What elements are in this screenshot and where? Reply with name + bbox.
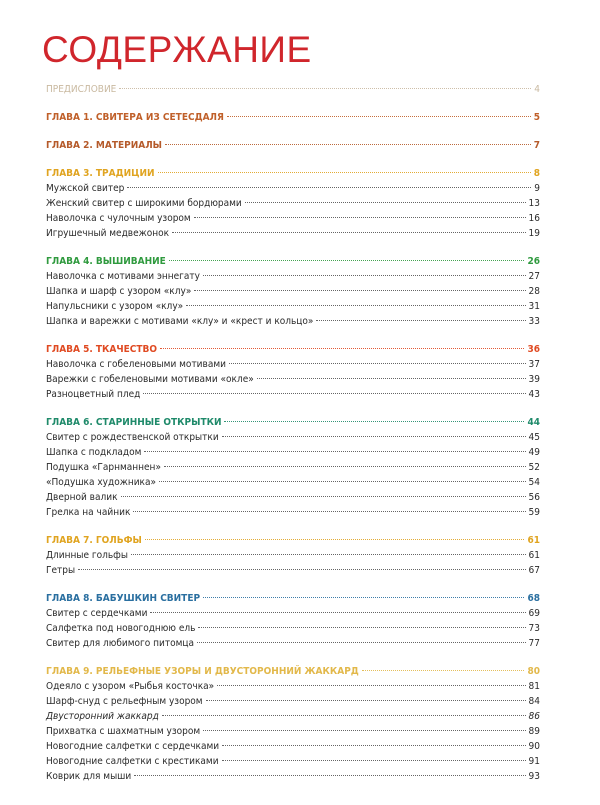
toc-entry-label: Прихватка с шахматным узором [46,726,201,737]
dot-leader [203,274,526,276]
toc-chapter-row[interactable] [46,591,540,606]
dot-leader [194,216,526,218]
toc-entry-label: Разноцветный плед [46,389,141,400]
toc-item-row[interactable] [46,739,540,754]
toc-page-number: 54 [528,477,540,488]
toc-chapter-row[interactable] [46,138,540,153]
toc-page-number: 13 [528,198,540,209]
dot-leader [169,259,525,261]
table-of-contents [46,82,540,784]
toc-item-row[interactable] [46,490,540,505]
toc-entry-label: Новогодние салфетки с сердечками [46,741,220,752]
toc-entry-label: «Подушка художника» [46,477,157,488]
toc-chapter-row[interactable] [46,533,540,548]
toc-page-number: 39 [528,374,540,385]
dot-leader [160,347,524,349]
toc-item-row[interactable] [46,460,540,475]
toc-page-number: 67 [528,565,540,576]
toc-item-row[interactable] [46,211,540,226]
dot-leader [159,480,526,482]
toc-page-number: 90 [528,741,540,752]
toc-page-number: 91 [528,756,540,767]
dot-leader [224,420,524,422]
toc-page-number: 8 [533,168,540,179]
toc-page-number: 16 [528,213,540,224]
toc-page-number: 44 [527,417,540,428]
toc-page-number: 7 [533,140,540,151]
toc-entry-label: Мужской свитер [46,183,125,194]
toc-entry-label: Гетры [46,565,76,576]
toc-entry-label: ГЛАВА 5. ТКАЧЕСТВО [46,344,158,355]
dot-leader [198,626,525,628]
toc-item-row[interactable] [46,694,540,709]
toc-entry-label: Свитер с рождественской открытки [46,432,219,443]
toc-page-number: 19 [528,228,540,239]
page-title: СОДЕРЖАНИЕ [42,29,312,70]
toc-page-number: 89 [528,726,540,737]
toc-chapter-row[interactable] [46,664,540,679]
dot-leader [131,553,526,555]
toc-chapter-row[interactable] [46,415,540,430]
dot-leader [133,510,525,512]
toc-entry-label: Шарф-снуд с рельефным узором [46,696,203,707]
toc-item-row[interactable] [46,357,540,372]
toc-page-number: 33 [528,316,540,327]
dot-leader [245,201,526,203]
toc-item-row[interactable] [46,314,540,329]
dot-leader [217,684,525,686]
toc-item-row[interactable] [46,445,540,460]
dot-leader [257,377,526,379]
dot-leader [134,774,525,776]
toc-page-number: 73 [528,623,540,634]
toc-entry-label: Коврик для мыши [46,771,132,782]
toc-item-row[interactable] [46,505,540,520]
toc-item-row[interactable] [46,299,540,314]
toc-item-row[interactable] [46,475,540,490]
toc-entry-label: Свитер для любимого питомца [46,638,195,649]
toc-item-row[interactable] [46,563,540,578]
toc-entry-label: Подушка «Гарнманнен» [46,462,161,473]
toc-page-number: 59 [528,507,540,518]
toc-entry-label: ГЛАВА 9. РЕЛЬЕФНЫЕ УЗОРЫ И ДВУСТОРОННИЙ ЖАККАРД [46,666,359,677]
toc-entry-label: Длинные гольфы [46,550,128,561]
toc-item-row[interactable] [46,709,540,724]
dot-leader [222,744,525,746]
dot-leader [222,759,526,761]
dot-leader [316,319,525,321]
toc-page-number: 43 [528,389,540,400]
toc-page-number: 77 [528,638,540,649]
toc-item-row[interactable] [46,548,540,563]
toc-chapter-row[interactable] [46,82,540,97]
toc-entry-label: ПРЕДИСЛОВИЕ [46,84,117,95]
toc-page-number: 45 [528,432,540,443]
dot-leader [362,669,525,671]
toc-page-number: 5 [533,112,540,123]
toc-item-row[interactable] [46,754,540,769]
toc-entry-label: ГЛАВА 1. СВИТЕРА ИЗ СЕТЕСДАЛЯ [46,112,224,123]
toc-item-row[interactable] [46,621,540,636]
dot-leader [203,729,525,731]
toc-entry-label: Наволочка с гобеленовыми мотивами [46,359,226,370]
toc-entry-label: Грелка на чайник [46,507,131,518]
toc-entry-label: Шапка с подкладом [46,447,142,458]
toc-page-number: 69 [528,608,540,619]
toc-entry-label: Шапка и шарф с узором «клу» [46,286,192,297]
dot-leader [127,186,531,188]
toc-item-row[interactable] [46,430,540,445]
toc-item-row[interactable] [46,372,540,387]
toc-entry-label: Игрушечный медвежонок [46,228,170,239]
toc-entry-label: ГЛАВА 4. ВЫШИВАНИЕ [46,256,166,267]
toc-page-number: 52 [528,462,540,473]
toc-entry-label: Свитер с сердечками [46,608,148,619]
dot-leader [164,465,526,467]
toc-item-row[interactable] [46,679,540,694]
toc-entry-label: Одеяло с узором «Рыбья косточка» [46,681,215,692]
dot-leader [143,392,525,394]
toc-chapter-row[interactable] [46,254,540,269]
toc-entry-label: Варежки с гобеленовыми мотивами «окле» [46,374,254,385]
toc-page-number: 80 [527,666,540,677]
toc-page-number: 28 [528,286,540,297]
dot-leader [222,435,526,437]
toc-item-row[interactable] [46,226,540,241]
toc-item-row[interactable] [46,181,540,196]
toc-item-row[interactable] [46,769,540,784]
toc-entry-label: ГЛАВА 6. СТАРИННЫЕ ОТКРЫТКИ [46,417,222,428]
dot-leader [172,231,525,233]
toc-entry-label: ГЛАВА 7. ГОЛЬФЫ [46,535,142,546]
toc-item-row[interactable] [46,636,540,651]
toc-page-number: 4 [534,84,540,95]
toc-item-row[interactable] [46,196,540,211]
toc-entry-label: Новогодние салфетки с крестиками [46,756,219,767]
toc-entry-label: Салфетка под новогоднюю ель [46,623,196,634]
toc-page-number: 31 [528,301,540,312]
dot-leader [158,171,531,173]
toc-chapter-row[interactable] [46,166,540,181]
dot-leader [162,714,526,716]
dot-leader [203,596,524,598]
toc-chapter-row[interactable] [46,110,540,125]
toc-page-number: 86 [528,711,540,722]
toc-page-number: 49 [528,447,540,458]
toc-page-number: 27 [528,271,540,282]
toc-page-number: 93 [528,771,540,782]
toc-page-number: 84 [528,696,540,707]
dot-leader [78,568,525,570]
toc-page-number: 81 [528,681,540,692]
toc-entry-label: Наволочка с мотивами эннегату [46,271,200,282]
toc-page-number: 61 [527,535,540,546]
toc-page-number: 26 [527,256,540,267]
toc-page-number: 68 [527,593,540,604]
toc-chapter-row[interactable] [46,342,540,357]
dot-leader [165,143,531,145]
toc-entry-label: Наволочка с чулочным узором [46,213,191,224]
dot-leader [119,87,531,89]
toc-entry-label: Шапка и варежки с мотивами «клу» и «крест и кольцо» [46,316,314,327]
dot-leader [145,538,525,540]
dot-leader [197,641,526,643]
toc-item-row[interactable] [46,724,540,739]
toc-entry-label: Напульсники с узором «клу» [46,301,184,312]
toc-entry-label: Двусторонний жаккард [46,711,159,722]
dot-leader [144,450,525,452]
toc-page-number: 36 [527,344,540,355]
toc-entry-label: Дверной валик [46,492,118,503]
toc-page-number: 37 [528,359,540,370]
dot-leader [206,699,526,701]
toc-page-number: 61 [528,550,540,561]
toc-item-row[interactable] [46,606,540,621]
toc-page-number: 9 [534,183,540,194]
dot-leader [121,495,526,497]
toc-item-row[interactable] [46,284,540,299]
toc-item-row[interactable] [46,269,540,284]
toc-entry-label: Женский свитер с широкими бордюрами [46,198,242,209]
dot-leader [227,115,531,117]
dot-leader [150,611,525,613]
toc-entry-label: ГЛАВА 8. БАБУШКИН СВИТЕР [46,593,201,604]
dot-leader [194,289,525,291]
toc-page-number: 56 [528,492,540,503]
dot-leader [229,362,526,364]
toc-entry-label: ГЛАВА 2. МАТЕРИАЛЫ [46,140,163,151]
dot-leader [186,304,525,306]
toc-entry-label: ГЛАВА 3. ТРАДИЦИИ [46,168,155,179]
toc-item-row[interactable] [46,387,540,402]
